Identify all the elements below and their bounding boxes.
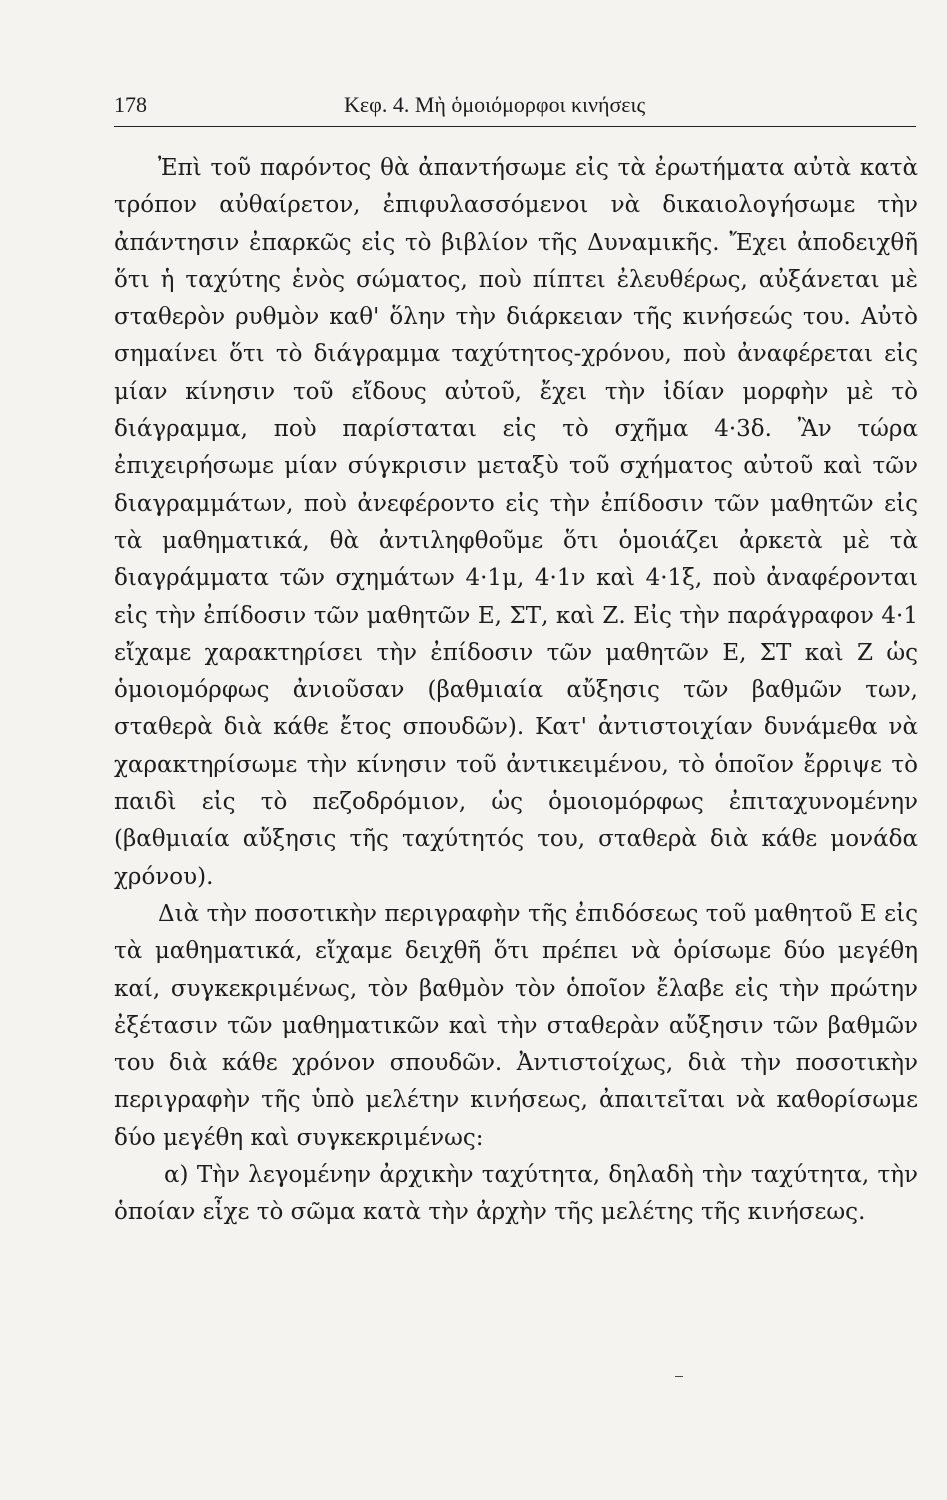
running-title: Κεφ. 4. Μὴ ὁμοιόμορφοι κινήσεις <box>344 92 646 117</box>
page-header <box>114 92 916 120</box>
page-number: 178 <box>114 92 147 117</box>
body-text <box>114 150 918 1232</box>
list-item-a: α) Τὴν λεγομένην ἀρχικὴν ταχύτητα, δηλαδὴ τὴν ταχύτητα, τὴν ὁποίαν εἶχε τὸ σῶμα κατὰ τὴν ἀρχὴν τῆς μελέτης τῆς κινήσεως. <box>114 1162 918 1226</box>
stray-mark <box>675 1376 683 1377</box>
paragraph-1: Ἐπὶ τοῦ παρόντος θὰ ἀπαντήσωμε εἰς τὰ ἐρωτήματα αὐτὰ κατὰ τρόπον αὐθαίρετον, ἐπιφυλασσόμενοι νὰ δικαιολογήσωμε τὴν ἀπάντησιν ἐπαρκῶς εἰς τὸ βιβλίον τῆς Δυναμικῆς. Ἔχει ἀποδειχθῆ ὅτι ἡ ταχύτης ἑνὸς σώματος, ποὺ πίπτει ἐλευθέρως, αὐξάνεται μὲ σταθερὸν ρυθμὸν καθ' ὅλην τὴν διάρκειαν τῆς κινήσεώς του. Αὐτὸ σημαίνει ὅτι τὸ διάγραμμα ταχύτητος-χρόνου, ποὺ ἀναφέρεται εἰς μίαν κίνησιν τοῦ εἴδους αὐτοῦ, ἔχει τὴν ἰδίαν μορφὴν μὲ τὸ διάγραμμα, ποὺ παρίσταται εἰς τὸ σχῆμα 4·3δ. Ἂν τώρα ἐπιχειρήσωμε μίαν σύγκρισιν μεταξὺ τοῦ σχήματος αὐτοῦ καὶ τῶν διαγραμμάτων, ποὺ ἀνεφέροντο εἰς τὴν ἐπίδοσιν τῶν μαθητῶν εἰς τὰ μαθηματικά, θὰ ἀντιληφθοῦμε ὅτι ὁμοιάζει ἀρκετὰ μὲ τὰ διαγράμματα τῶν σχημάτων 4·1μ, 4·1ν καὶ 4·1ξ, ποὺ ἀναφέρονται εἰς τὴν ἐπίδοσιν τῶν μαθητῶν Ε, ΣΤ, καὶ Ζ. Εἰς τὴν παράγραφον 4·1 εἴχαμε χαρακτηρίσει τὴν ἐπίδοσιν τῶν μαθητῶν Ε, ΣΤ καὶ Ζ ὡς ὁμοιομόρφως ἀνιοῦσαν (βαθμιαία αὔξησις τῶν βαθμῶν των, σταθερὰ διὰ κάθε ἔτος σπουδῶν). Κατ' ἀντιστοιχίαν δυνάμεθα νὰ χαρακτηρίσωμε τὴν κίνησιν τοῦ ἀντικειμένου, τὸ ὁποῖον ἔρριψε τὸ παιδὶ εἰς τὸ πεζοδρόμιον, ὡς ὁμοιομόρφως ἐπιταχυνομένην (βαθμιαία αὔξησις τῆς ταχύτητός του, σταθερὰ διὰ κάθε μονάδα χρόνου). <box>114 155 918 890</box>
paragraph-2: Διὰ τὴν ποσοτικὴν περιγραφὴν τῆς ἐπιδόσεως τοῦ μαθητοῦ Ε εἰς τὰ μαθηματικά, εἴχαμε δειχθῆ ὅτι πρέπει νὰ ὁρίσωμε δύο μεγέθη καί, συγκεκριμένως, τὸν βαθμὸν τὸν ὁποῖον ἔλαβε εἰς τὴν πρώτην ἐξέτασιν τῶν μαθηματικῶν καὶ τὴν σταθερὰν αὔξησιν τῶν βαθμῶν του διὰ κάθε χρόνον σπουδῶν. Ἀντιστοίχως, διὰ τὴν ποσοτικὴν περιγραφὴν τῆς ὑπὸ μελέτην κινήσεως, ἀπαιτεῖται νὰ καθορίσωμε δύο μεγέθη καὶ συγκεκριμένως: <box>114 900 918 1151</box>
header-rule <box>114 126 916 127</box>
